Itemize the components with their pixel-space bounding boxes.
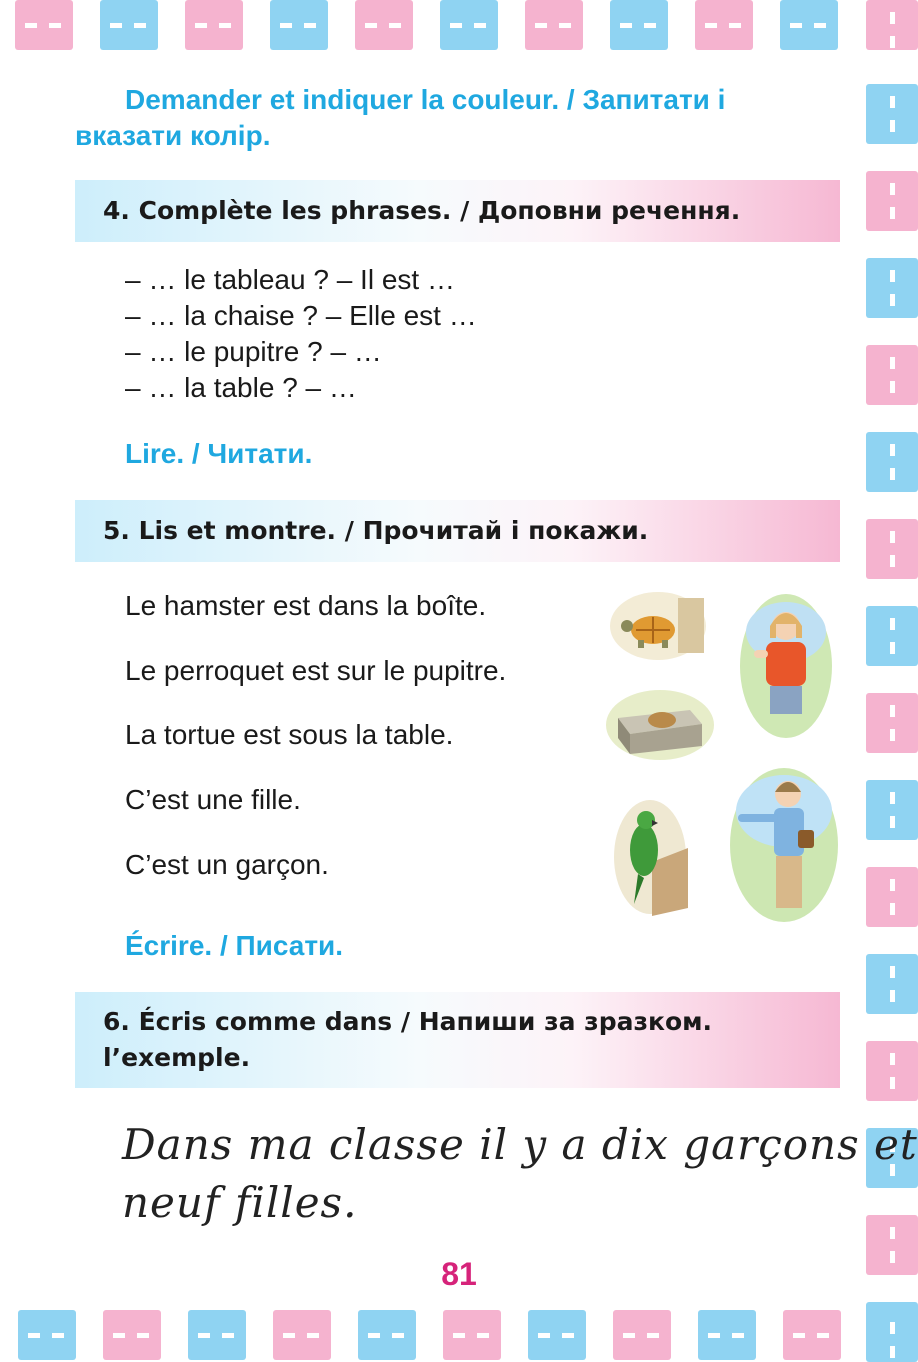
border-tile (866, 171, 918, 231)
border-tile (525, 0, 583, 50)
exercise-6-title-line2: l’exemple. (103, 1043, 251, 1072)
sentence-girl: C’est une fille. (125, 784, 301, 815)
sentence-boy: C’est un garçon. (125, 849, 329, 880)
cursive-example-line1: Dans ma classe il y a dix garçons et (122, 1120, 918, 1169)
border-tile (783, 1310, 841, 1360)
turtle-illustration (608, 590, 708, 662)
border-tile (270, 0, 328, 50)
border-tile (866, 780, 918, 840)
border-tile (103, 1310, 161, 1360)
border-tile (866, 606, 918, 666)
border-tile (443, 1310, 501, 1360)
border-tile (866, 345, 918, 405)
section-read-label: Lire. / Читати. (125, 438, 313, 469)
border-tile (866, 84, 918, 144)
border-tile (695, 0, 753, 50)
exercise-6-title-line1: 6. Écris comme dans / Напиши за зразком. (103, 1007, 713, 1036)
border-tile (528, 1310, 586, 1360)
border-tile (866, 1041, 918, 1101)
exercise-5-title: 5. Lis et montre. / Прочитай і покажи. (103, 516, 649, 545)
exercise-6-banner (75, 992, 840, 1088)
border-tile (188, 1310, 246, 1360)
border-tile (698, 1310, 756, 1360)
border-tile (866, 1310, 918, 1360)
border-tile (866, 258, 918, 318)
border-tile (355, 0, 413, 50)
border-tile (613, 1310, 671, 1360)
boy-illustration (728, 766, 840, 924)
border-tile (100, 0, 158, 50)
lesson-heading: Demander et indiquer la couleur. / Запитати і вказати колір. (75, 84, 726, 151)
border-tile (866, 867, 918, 927)
border-tile (866, 519, 918, 579)
exercise-5-banner (75, 500, 840, 562)
girl-illustration (738, 592, 834, 740)
border-tile (273, 1310, 331, 1360)
border-tile (866, 432, 918, 492)
hamster-in-box-illustration (604, 688, 716, 762)
exercise-4-line: – … la chaise ? – Elle est … (125, 300, 477, 331)
border-tile (780, 0, 838, 50)
border-tile (15, 0, 73, 50)
parrot-illustration (612, 798, 688, 916)
border-tile (18, 1310, 76, 1360)
sentence-hamster: Le hamster est dans la boîte. (125, 590, 487, 621)
border-tile (440, 0, 498, 50)
page-number: 81 (441, 1256, 477, 1292)
border-tile (185, 0, 243, 50)
sentence-turtle: La tortue est sous la table. (125, 719, 454, 750)
section-write-label: Écrire. / Писати. (125, 930, 344, 961)
exercise-4-line: – … le tableau ? – Il est … (125, 264, 455, 295)
border-tile (866, 0, 918, 50)
border-tile (358, 1310, 416, 1360)
border-tile (866, 954, 918, 1014)
exercise-4-title: 4. Complète les phrases. / Доповни речення. (103, 196, 741, 225)
cursive-example-line2: neuf filles. (122, 1178, 358, 1227)
border-tile (610, 0, 668, 50)
exercise-4-banner (75, 180, 840, 242)
exercise-4-line: – … le pupitre ? – … (125, 336, 382, 367)
border-tile (866, 693, 918, 753)
exercise-4-line: – … la table ? – … (125, 372, 357, 403)
sentence-parrot: Le perroquet est sur le pupitre. (125, 655, 507, 686)
